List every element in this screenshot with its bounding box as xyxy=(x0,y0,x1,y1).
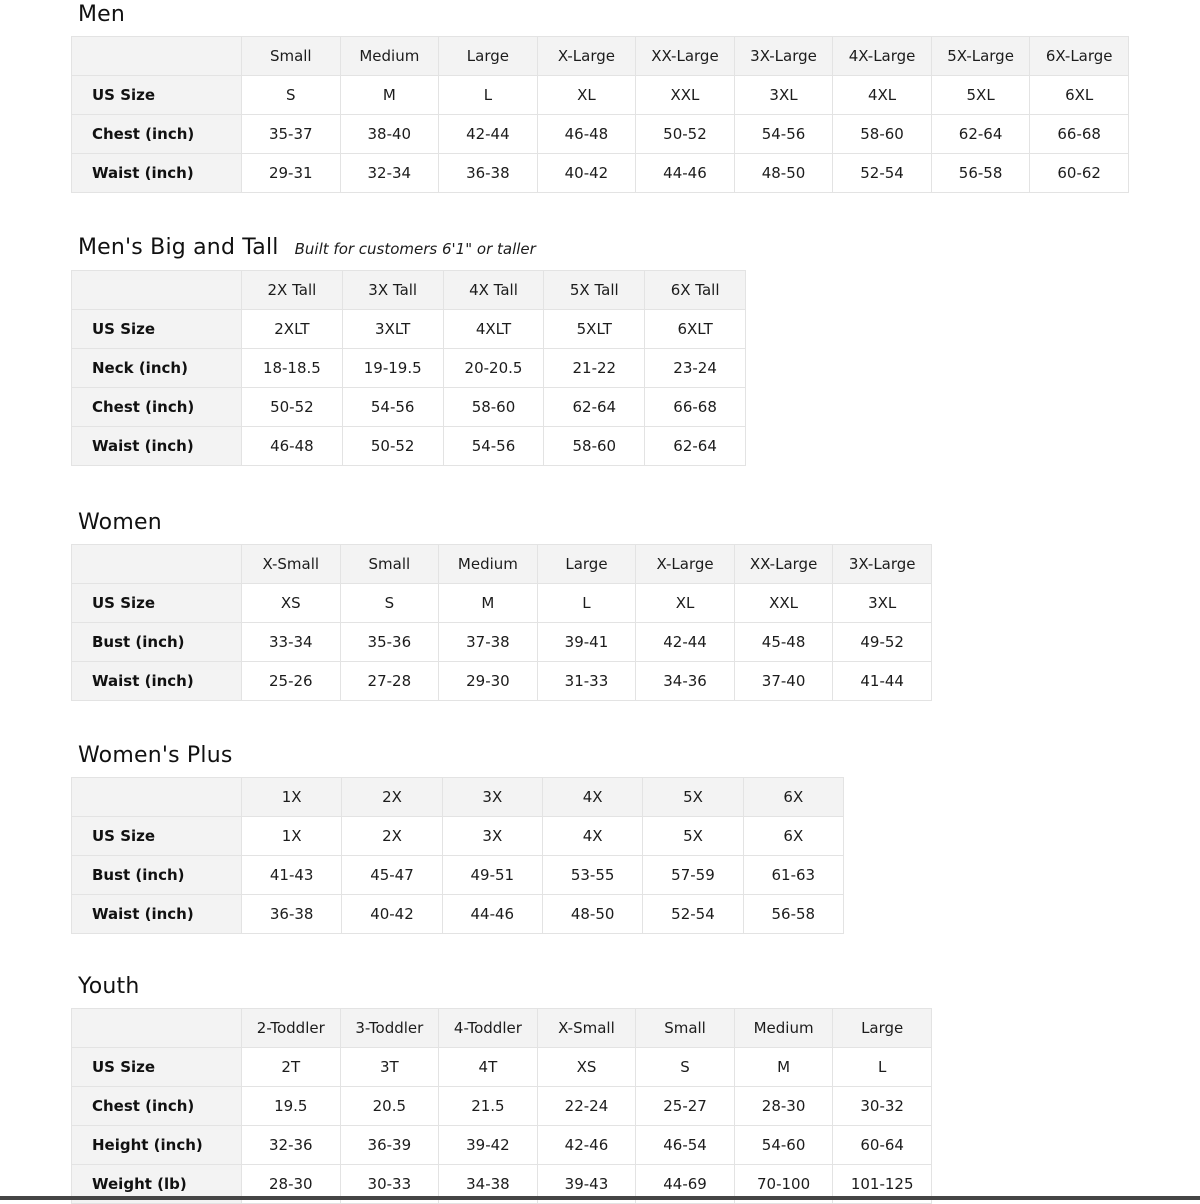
data-cell-mens-big-tall-3-2: 54-56 xyxy=(443,427,544,466)
section-women xyxy=(71,510,1200,701)
table-row-womens-plus-0 xyxy=(72,817,844,856)
data-cell-womens-plus-0-2: 3X xyxy=(442,817,542,856)
data-cell-men-1-7: 62-64 xyxy=(931,115,1030,154)
data-cell-mens-big-tall-0-2: 4XLT xyxy=(443,310,544,349)
column-header-women-1: Small xyxy=(340,545,439,584)
data-cell-youth-1-3: 22-24 xyxy=(537,1087,636,1126)
data-cell-youth-1-1: 20.5 xyxy=(340,1087,439,1126)
section-men xyxy=(71,2,1200,193)
data-cell-men-0-8: 6XL xyxy=(1030,76,1129,115)
data-cell-men-2-0: 29-31 xyxy=(242,154,341,193)
data-cell-youth-3-3: 39-43 xyxy=(537,1165,636,1204)
row-label-mens-big-tall-0: US Size xyxy=(72,310,242,349)
data-cell-women-2-2: 29-30 xyxy=(439,662,538,701)
table-row-women-2 xyxy=(72,662,932,701)
column-header-men-1: Medium xyxy=(340,37,439,76)
data-cell-youth-2-4: 46-54 xyxy=(636,1126,735,1165)
section-title-mens-big-tall-text: Men's Big and Tall xyxy=(78,235,279,260)
data-cell-women-2-3: 31-33 xyxy=(537,662,636,701)
row-label-men-0: US Size xyxy=(72,76,242,115)
data-cell-men-0-2: L xyxy=(439,76,538,115)
data-cell-mens-big-tall-0-3: 5XLT xyxy=(544,310,645,349)
row-label-women-2: Waist (inch) xyxy=(72,662,242,701)
data-cell-mens-big-tall-3-3: 58-60 xyxy=(544,427,645,466)
row-label-youth-3: Weight (lb) xyxy=(72,1165,242,1204)
section-title-youth xyxy=(78,974,1200,1000)
data-cell-youth-0-2: 4T xyxy=(439,1048,538,1087)
data-cell-womens-plus-1-0: 41-43 xyxy=(242,856,342,895)
section-title-women-text: Women xyxy=(78,510,162,535)
table-row-men-0 xyxy=(72,76,1129,115)
data-cell-womens-plus-0-3: 4X xyxy=(542,817,642,856)
data-cell-womens-plus-1-2: 49-51 xyxy=(442,856,542,895)
data-cell-men-1-6: 58-60 xyxy=(833,115,932,154)
table-row-mens-big-tall-1 xyxy=(72,349,746,388)
data-cell-youth-1-0: 19.5 xyxy=(242,1087,341,1126)
row-label-mens-big-tall-2: Chest (inch) xyxy=(72,388,242,427)
data-cell-men-0-0: S xyxy=(242,76,341,115)
data-cell-men-1-5: 54-56 xyxy=(734,115,833,154)
data-cell-men-1-2: 42-44 xyxy=(439,115,538,154)
data-cell-youth-3-1: 30-33 xyxy=(340,1165,439,1204)
data-cell-youth-0-3: XS xyxy=(537,1048,636,1087)
column-header-men-4: XX-Large xyxy=(636,37,735,76)
corner-cell xyxy=(72,1009,242,1048)
table-row-womens-plus-2 xyxy=(72,895,844,934)
data-cell-men-1-1: 38-40 xyxy=(340,115,439,154)
data-cell-men-0-7: 5XL xyxy=(931,76,1030,115)
data-cell-mens-big-tall-0-0: 2XLT xyxy=(242,310,343,349)
data-cell-women-1-0: 33-34 xyxy=(242,623,341,662)
data-cell-mens-big-tall-0-1: 3XLT xyxy=(342,310,443,349)
table-row-youth-0 xyxy=(72,1048,932,1087)
data-cell-womens-plus-2-2: 44-46 xyxy=(442,895,542,934)
section-title-mens-big-tall xyxy=(78,235,1200,262)
data-cell-women-1-3: 39-41 xyxy=(537,623,636,662)
data-cell-youth-2-6: 60-64 xyxy=(833,1126,932,1165)
column-header-youth-0: 2-Toddler xyxy=(242,1009,341,1048)
data-cell-men-1-0: 35-37 xyxy=(242,115,341,154)
data-cell-youth-0-1: 3T xyxy=(340,1048,439,1087)
column-header-row xyxy=(72,778,844,817)
data-cell-youth-0-6: L xyxy=(833,1048,932,1087)
data-cell-men-0-5: 3XL xyxy=(734,76,833,115)
data-cell-mens-big-tall-0-4: 6XLT xyxy=(645,310,746,349)
row-label-youth-0: US Size xyxy=(72,1048,242,1087)
row-label-youth-2: Height (inch) xyxy=(72,1126,242,1165)
column-header-women-0: X-Small xyxy=(242,545,341,584)
data-cell-youth-2-0: 32-36 xyxy=(242,1126,341,1165)
data-cell-men-2-7: 56-58 xyxy=(931,154,1030,193)
data-cell-youth-2-2: 39-42 xyxy=(439,1126,538,1165)
data-cell-women-0-2: M xyxy=(439,584,538,623)
data-cell-women-1-4: 42-44 xyxy=(636,623,735,662)
section-subtitle-mens-big-tall: Built for customers 6'1" or taller xyxy=(294,240,536,258)
data-cell-womens-plus-1-1: 45-47 xyxy=(342,856,442,895)
data-cell-women-0-3: L xyxy=(537,584,636,623)
data-cell-youth-0-0: 2T xyxy=(242,1048,341,1087)
table-row-youth-2 xyxy=(72,1126,932,1165)
section-youth xyxy=(71,974,1200,1204)
column-header-men-6: 4X-Large xyxy=(833,37,932,76)
column-header-youth-2: 4-Toddler xyxy=(439,1009,538,1048)
bottom-edge-strip xyxy=(0,1196,1200,1200)
table-row-men-2 xyxy=(72,154,1129,193)
data-cell-mens-big-tall-1-0: 18-18.5 xyxy=(242,349,343,388)
row-label-women-0: US Size xyxy=(72,584,242,623)
data-cell-women-0-6: 3XL xyxy=(833,584,932,623)
column-header-womens-plus-0: 1X xyxy=(242,778,342,817)
data-cell-women-0-5: XXL xyxy=(734,584,833,623)
data-cell-women-1-5: 45-48 xyxy=(734,623,833,662)
column-header-womens-plus-4: 5X xyxy=(643,778,743,817)
data-cell-men-1-3: 46-48 xyxy=(537,115,636,154)
data-cell-men-2-6: 52-54 xyxy=(833,154,932,193)
data-cell-men-0-3: XL xyxy=(537,76,636,115)
section-title-youth-text: Youth xyxy=(78,974,140,999)
data-cell-womens-plus-0-0: 1X xyxy=(242,817,342,856)
column-header-men-8: 6X-Large xyxy=(1030,37,1129,76)
women-size-table xyxy=(71,544,932,701)
row-label-womens-plus-2: Waist (inch) xyxy=(72,895,242,934)
column-header-mens-big-tall-0: 2X Tall xyxy=(242,271,343,310)
table-row-mens-big-tall-2 xyxy=(72,388,746,427)
data-cell-youth-0-4: S xyxy=(636,1048,735,1087)
data-cell-womens-plus-1-4: 57-59 xyxy=(643,856,743,895)
data-cell-youth-1-6: 30-32 xyxy=(833,1087,932,1126)
column-header-mens-big-tall-4: 6X Tall xyxy=(645,271,746,310)
column-header-youth-1: 3-Toddler xyxy=(340,1009,439,1048)
row-label-men-1: Chest (inch) xyxy=(72,115,242,154)
data-cell-mens-big-tall-3-0: 46-48 xyxy=(242,427,343,466)
row-label-womens-plus-1: Bust (inch) xyxy=(72,856,242,895)
column-header-youth-3: X-Small xyxy=(537,1009,636,1048)
data-cell-womens-plus-2-4: 52-54 xyxy=(643,895,743,934)
table-row-women-1 xyxy=(72,623,932,662)
womens-plus-size-table xyxy=(71,777,844,934)
data-cell-womens-plus-0-4: 5X xyxy=(643,817,743,856)
table-row-mens-big-tall-3 xyxy=(72,427,746,466)
data-cell-women-1-1: 35-36 xyxy=(340,623,439,662)
column-header-women-5: XX-Large xyxy=(734,545,833,584)
column-header-men-3: X-Large xyxy=(537,37,636,76)
youth-size-table xyxy=(71,1008,932,1204)
table-row-womens-plus-1 xyxy=(72,856,844,895)
data-cell-women-0-4: XL xyxy=(636,584,735,623)
column-header-row xyxy=(72,271,746,310)
column-header-womens-plus-2: 3X xyxy=(442,778,542,817)
column-header-men-7: 5X-Large xyxy=(931,37,1030,76)
data-cell-men-2-5: 48-50 xyxy=(734,154,833,193)
data-cell-youth-1-4: 25-27 xyxy=(636,1087,735,1126)
row-label-youth-1: Chest (inch) xyxy=(72,1087,242,1126)
column-header-men-2: Large xyxy=(439,37,538,76)
data-cell-youth-3-6: 101-125 xyxy=(833,1165,932,1204)
column-header-womens-plus-5: 6X xyxy=(743,778,843,817)
data-cell-mens-big-tall-2-4: 66-68 xyxy=(645,388,746,427)
row-label-mens-big-tall-1: Neck (inch) xyxy=(72,349,242,388)
section-title-women xyxy=(78,510,1200,536)
column-header-row xyxy=(72,37,1129,76)
table-row-mens-big-tall-0 xyxy=(72,310,746,349)
data-cell-youth-2-1: 36-39 xyxy=(340,1126,439,1165)
data-cell-womens-plus-1-3: 53-55 xyxy=(542,856,642,895)
data-cell-mens-big-tall-1-2: 20-20.5 xyxy=(443,349,544,388)
corner-cell xyxy=(72,778,242,817)
data-cell-men-0-1: M xyxy=(340,76,439,115)
data-cell-women-0-0: XS xyxy=(242,584,341,623)
data-cell-youth-1-5: 28-30 xyxy=(734,1087,833,1126)
data-cell-mens-big-tall-1-3: 21-22 xyxy=(544,349,645,388)
column-header-women-6: 3X-Large xyxy=(833,545,932,584)
data-cell-youth-3-5: 70-100 xyxy=(734,1165,833,1204)
section-mens-big-tall xyxy=(71,235,1200,466)
men-size-table xyxy=(71,36,1129,193)
row-label-mens-big-tall-3: Waist (inch) xyxy=(72,427,242,466)
column-header-youth-4: Small xyxy=(636,1009,735,1048)
data-cell-women-2-1: 27-28 xyxy=(340,662,439,701)
column-header-mens-big-tall-3: 5X Tall xyxy=(544,271,645,310)
column-header-womens-plus-1: 2X xyxy=(342,778,442,817)
column-header-women-3: Large xyxy=(537,545,636,584)
data-cell-mens-big-tall-2-2: 58-60 xyxy=(443,388,544,427)
data-cell-mens-big-tall-1-1: 19-19.5 xyxy=(342,349,443,388)
data-cell-men-0-4: XXL xyxy=(636,76,735,115)
column-header-row xyxy=(72,1009,932,1048)
data-cell-youth-0-5: M xyxy=(734,1048,833,1087)
data-cell-mens-big-tall-3-1: 50-52 xyxy=(342,427,443,466)
data-cell-women-2-6: 41-44 xyxy=(833,662,932,701)
data-cell-mens-big-tall-2-3: 62-64 xyxy=(544,388,645,427)
data-cell-womens-plus-2-5: 56-58 xyxy=(743,895,843,934)
column-header-row xyxy=(72,545,932,584)
data-cell-women-2-4: 34-36 xyxy=(636,662,735,701)
column-header-womens-plus-3: 4X xyxy=(542,778,642,817)
data-cell-youth-2-3: 42-46 xyxy=(537,1126,636,1165)
section-title-men xyxy=(78,2,1200,28)
data-cell-men-2-2: 36-38 xyxy=(439,154,538,193)
column-header-men-0: Small xyxy=(242,37,341,76)
data-cell-youth-1-2: 21.5 xyxy=(439,1087,538,1126)
row-label-men-2: Waist (inch) xyxy=(72,154,242,193)
corner-cell xyxy=(72,271,242,310)
data-cell-men-2-1: 32-34 xyxy=(340,154,439,193)
data-cell-womens-plus-1-5: 61-63 xyxy=(743,856,843,895)
column-header-youth-5: Medium xyxy=(734,1009,833,1048)
data-cell-youth-3-4: 44-69 xyxy=(636,1165,735,1204)
mens-big-tall-size-table xyxy=(71,270,746,466)
column-header-mens-big-tall-1: 3X Tall xyxy=(342,271,443,310)
data-cell-mens-big-tall-2-1: 54-56 xyxy=(342,388,443,427)
data-cell-women-1-2: 37-38 xyxy=(439,623,538,662)
data-cell-men-2-4: 44-46 xyxy=(636,154,735,193)
column-header-men-5: 3X-Large xyxy=(734,37,833,76)
data-cell-men-1-4: 50-52 xyxy=(636,115,735,154)
data-cell-youth-3-0: 28-30 xyxy=(242,1165,341,1204)
data-cell-women-0-1: S xyxy=(340,584,439,623)
data-cell-women-2-5: 37-40 xyxy=(734,662,833,701)
column-header-youth-6: Large xyxy=(833,1009,932,1048)
data-cell-mens-big-tall-2-0: 50-52 xyxy=(242,388,343,427)
data-cell-men-2-8: 60-62 xyxy=(1030,154,1129,193)
table-row-youth-1 xyxy=(72,1087,932,1126)
data-cell-men-1-8: 66-68 xyxy=(1030,115,1129,154)
section-title-men-text: Men xyxy=(78,2,126,27)
data-cell-womens-plus-2-0: 36-38 xyxy=(242,895,342,934)
data-cell-womens-plus-2-3: 48-50 xyxy=(542,895,642,934)
data-cell-womens-plus-0-1: 2X xyxy=(342,817,442,856)
table-row-men-1 xyxy=(72,115,1129,154)
corner-cell xyxy=(72,37,242,76)
section-title-womens-plus-text: Women's Plus xyxy=(78,743,233,768)
section-title-womens-plus xyxy=(78,743,1200,769)
data-cell-men-2-3: 40-42 xyxy=(537,154,636,193)
corner-cell xyxy=(72,545,242,584)
row-label-women-1: Bust (inch) xyxy=(72,623,242,662)
column-header-mens-big-tall-2: 4X Tall xyxy=(443,271,544,310)
data-cell-mens-big-tall-1-4: 23-24 xyxy=(645,349,746,388)
data-cell-women-2-0: 25-26 xyxy=(242,662,341,701)
data-cell-mens-big-tall-3-4: 62-64 xyxy=(645,427,746,466)
data-cell-womens-plus-0-5: 6X xyxy=(743,817,843,856)
data-cell-youth-3-2: 34-38 xyxy=(439,1165,538,1204)
table-row-women-0 xyxy=(72,584,932,623)
column-header-women-2: Medium xyxy=(439,545,538,584)
data-cell-womens-plus-2-1: 40-42 xyxy=(342,895,442,934)
column-header-women-4: X-Large xyxy=(636,545,735,584)
data-cell-men-0-6: 4XL xyxy=(833,76,932,115)
data-cell-women-1-6: 49-52 xyxy=(833,623,932,662)
data-cell-youth-2-5: 54-60 xyxy=(734,1126,833,1165)
section-womens-plus xyxy=(71,743,1200,934)
row-label-womens-plus-0: US Size xyxy=(72,817,242,856)
